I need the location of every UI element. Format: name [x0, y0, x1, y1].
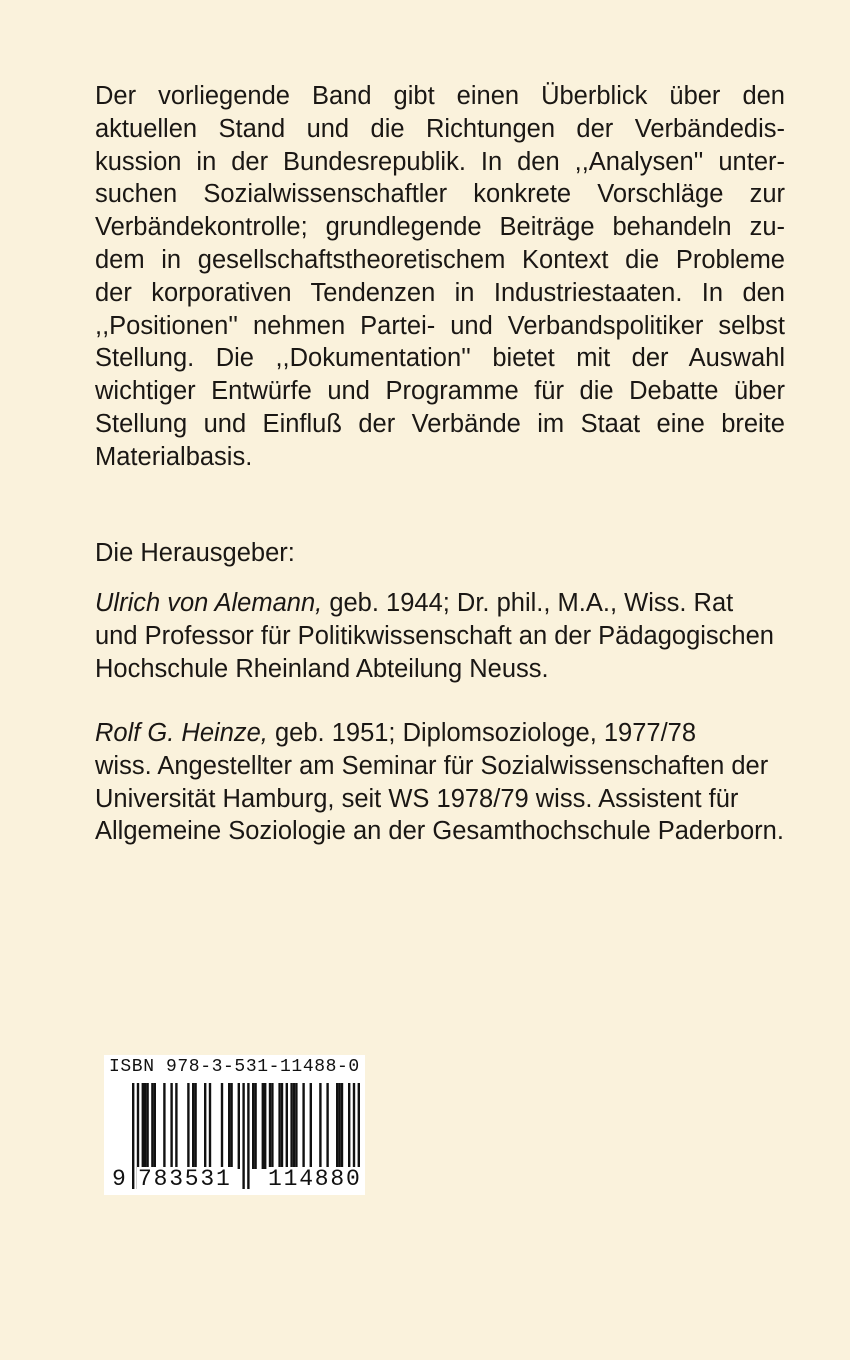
barcode-bar — [194, 1083, 196, 1169]
barcode-bar — [319, 1083, 321, 1169]
editor-bio-text: geb. 1944; Dr. phil., M.A., Wiss. Rat — [322, 589, 734, 617]
barcode-bar — [221, 1083, 223, 1169]
barcode-bar — [242, 1083, 244, 1189]
description-line: suchen Sozialwissenschaftler konkrete Vorschläge zur — [95, 180, 785, 209]
description-line: aktuellen Stand und die Richtungen der Verbändedis- — [95, 114, 785, 143]
barcode-bar — [295, 1083, 297, 1169]
barcode-bar — [338, 1083, 340, 1169]
barcode-bar — [262, 1083, 264, 1169]
editor-name: Rolf G. Heinze, — [95, 719, 268, 747]
editor-bio-line: Allgemeine Soziologie an der Gesamthochschule Paderborn. — [95, 817, 784, 846]
description-line: der korporativen Tendenzen in Industriestaaten. In den — [95, 278, 785, 307]
description-line: Stellung. Die ,,Dokumentation'' bietet mit der Auswahl — [95, 344, 785, 373]
barcode-bar — [238, 1083, 240, 1169]
barcode-bar — [187, 1083, 189, 1169]
description-line: kussion in der Bundesrepublik. In den ,,Analysen'' unter- — [95, 147, 785, 176]
isbn-barcode — [104, 1055, 365, 1195]
barcode-bar — [341, 1083, 343, 1169]
description-line: Stellung und Einfluß der Verbände im Staat eine breite — [95, 409, 785, 438]
barcode-bar — [286, 1083, 288, 1169]
description-text — [95, 80, 785, 474]
barcode-bar — [170, 1083, 172, 1169]
ean-right-digits: 114880 — [268, 1166, 362, 1192]
editor-bio-heinze — [95, 717, 785, 848]
description-line: dem in gesellschaftstheoretischem Kontext die Probleme — [95, 245, 785, 274]
barcode-bar — [302, 1083, 304, 1169]
description-line: Verbändekontrolle; grundlegende Beiträge behandeln zu- — [95, 213, 785, 242]
description-line: wichtiger Entwürfe und Programme für die Debatte über — [95, 377, 785, 406]
barcode-bar — [271, 1083, 273, 1169]
barcode-bar — [163, 1083, 165, 1169]
barcode-bar — [192, 1083, 194, 1169]
editor-bio-line: wiss. Angestellter am Seminar für Sozialwissenschaften der — [95, 751, 769, 780]
editor-bio-line: Universität Hamburg, seit WS 1978/79 wiss. Assistent für — [95, 784, 739, 813]
barcode-bar — [146, 1083, 148, 1169]
barcode-bar — [175, 1083, 177, 1169]
barcode-bar — [278, 1083, 280, 1169]
editors-heading: Die Herausgeber: — [95, 539, 295, 567]
description-line: Der vorliegende Band gibt einen Überblick über den — [95, 82, 785, 110]
ean-left-digits: 783531 — [138, 1166, 232, 1192]
barcode-bar — [293, 1083, 295, 1169]
barcode-bar — [228, 1083, 230, 1169]
editor-bio-line — [95, 717, 785, 750]
barcode-bar — [209, 1083, 211, 1169]
barcode-bar — [269, 1083, 271, 1169]
barcode-bar — [290, 1083, 292, 1169]
description-line: ,,Positionen'' nehmen Partei- und Verbandspolitiker selbst — [95, 311, 785, 340]
barcode-bar — [281, 1083, 283, 1169]
editor-bio-line: und Professor für Politikwissenschaft an der Pädagogischen — [95, 621, 774, 650]
barcode-bar — [310, 1083, 312, 1169]
barcode-bar — [151, 1083, 153, 1169]
isbn-label: ISBN 978-3-531-11488-0 — [109, 1057, 360, 1077]
barcode-bar — [336, 1083, 338, 1169]
barcode-bar — [154, 1083, 156, 1169]
editor-bio-text: geb. 1951; Diplomsoziologe, 1977/78 — [267, 719, 697, 747]
editor-bio-alemann — [95, 587, 785, 685]
ean-lead-digit: 9 — [112, 1166, 126, 1192]
editor-name: Ulrich von Alemann, — [95, 589, 323, 617]
barcode-bar — [132, 1083, 134, 1189]
barcode-bar — [247, 1083, 249, 1189]
barcode-bar — [252, 1083, 254, 1169]
barcode-bar — [142, 1083, 144, 1169]
barcode-bar — [326, 1083, 328, 1169]
barcode-bar — [204, 1083, 206, 1169]
editor-bio-line — [95, 587, 785, 620]
barcode-bar — [348, 1083, 350, 1169]
barcode-bar — [264, 1083, 266, 1169]
barcode-bar — [230, 1083, 232, 1169]
editor-bio-line: Hochschule Rheinland Abteilung Neuss. — [95, 654, 549, 683]
description-line: Materialbasis. — [95, 442, 253, 471]
barcode-bar — [144, 1083, 146, 1169]
barcode-bar — [254, 1083, 256, 1169]
